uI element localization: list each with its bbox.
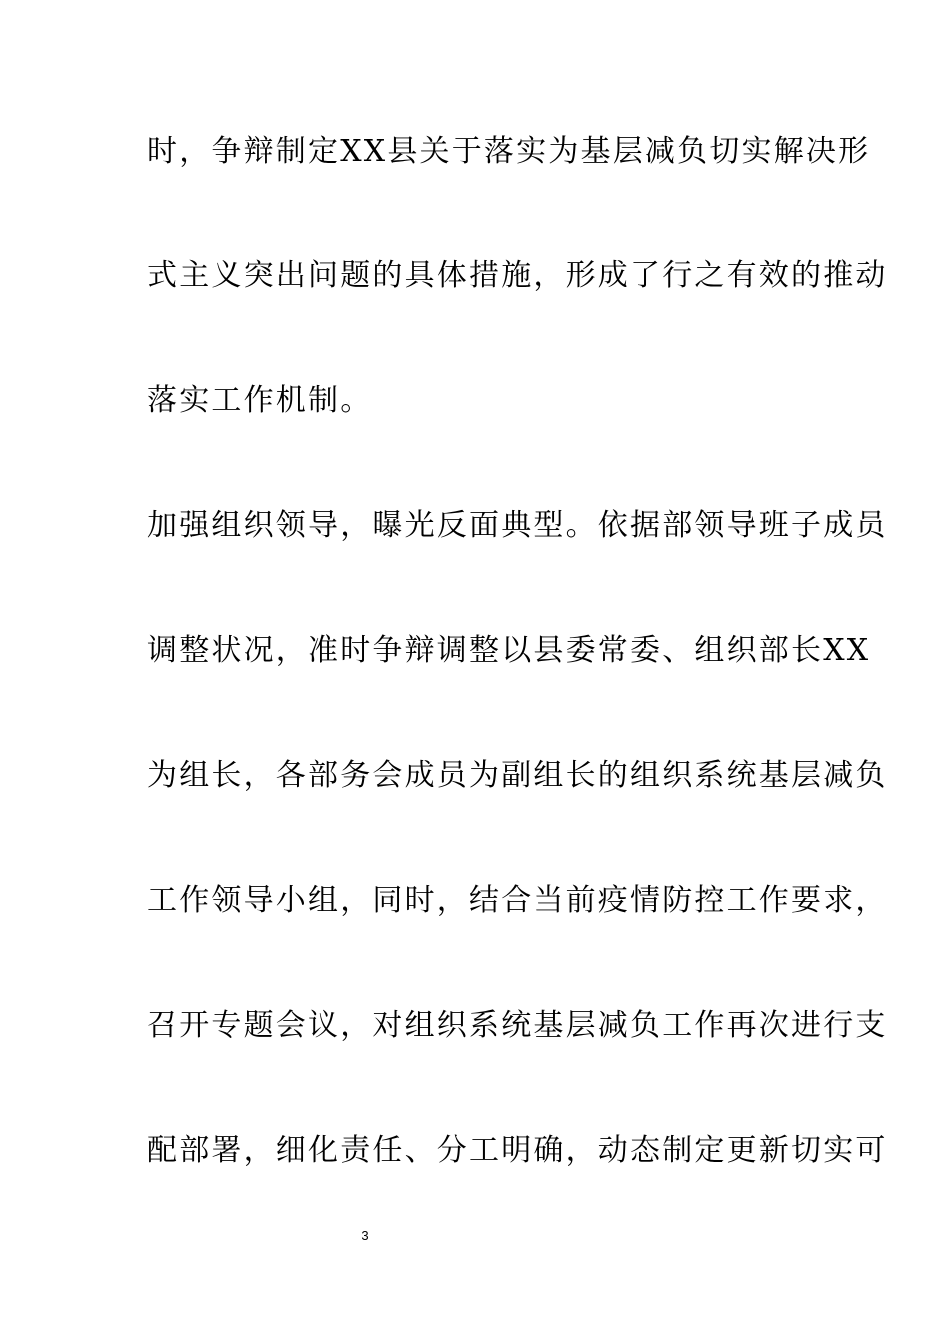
text-line-9: 配部署，细化责任、分工明确，动态制定更新切实可: [147, 1133, 888, 1168]
text-line-5: 调整状况，准时争辩调整以县委常委、组织部长XX: [147, 633, 871, 668]
text-line-6: 为组长，各部务会成员为副组长的组织系统基层减负: [147, 758, 888, 793]
text-line-8: 召开专题会议，对组织系统基层减负工作再次进行支: [147, 1008, 888, 1043]
text-line-4: 加强组织领导，曝光反面典型。依据部领导班子成员: [147, 508, 888, 543]
text-line-3: 落实工作机制。: [147, 383, 373, 418]
page-number: 3: [361, 1228, 369, 1243]
text-line-2: 式主义突出问题的具体措施，形成了行之有效的推动: [147, 258, 888, 293]
text-line-7: 工作领导小组，同时，结合当前疫情防控工作要求，: [147, 883, 888, 918]
text-line-1: 时，争辩制定XX县关于落实为基层减负切实解决形: [147, 134, 871, 169]
